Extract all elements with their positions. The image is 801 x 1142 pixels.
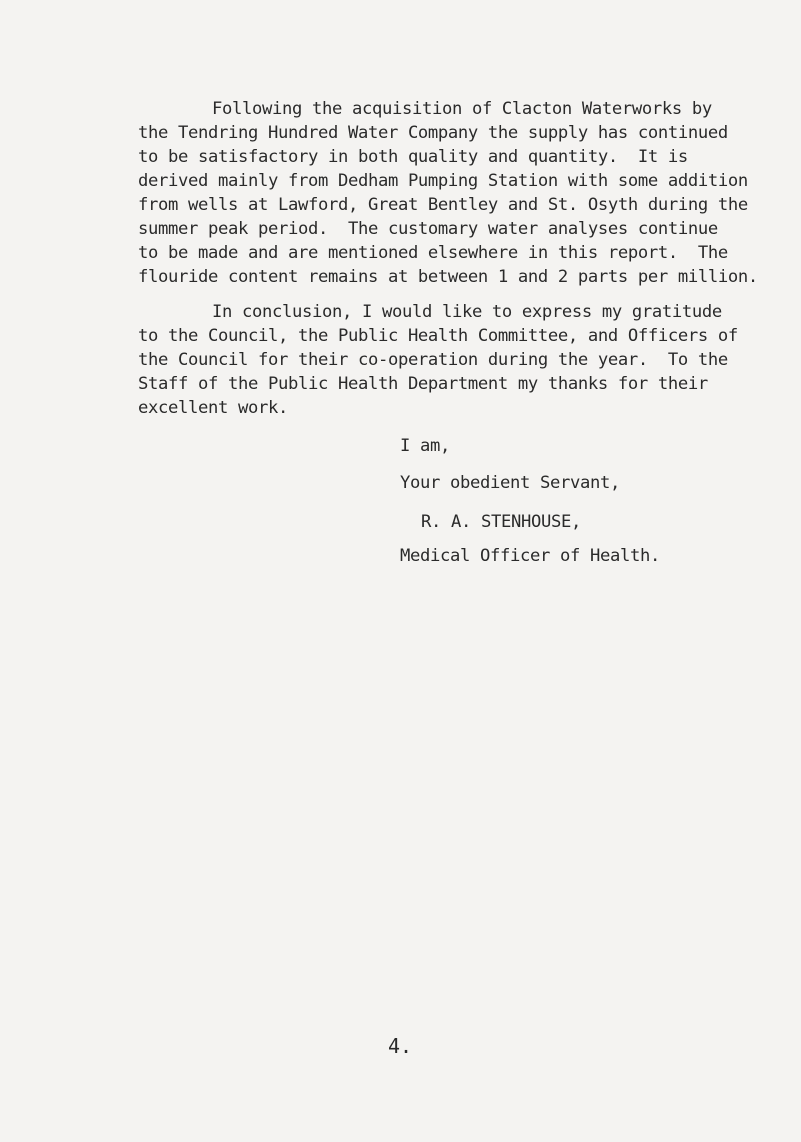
paragraph-line: to be made and are mentioned elsewhere in this report. The	[138, 243, 728, 263]
salutation: I am,	[400, 436, 450, 456]
paragraph-line: summer peak period. The customary water analyses continue	[138, 219, 718, 239]
paragraph-line: to the Council, the Public Health Committee, and Officers of	[138, 326, 738, 346]
signatory-title: Medical Officer of Health.	[400, 546, 660, 566]
paragraph-line: In conclusion, I would like to express my gratitude	[212, 302, 722, 322]
paragraph-line: from wells at Lawford, Great Bentley and St. Osyth during the	[138, 195, 748, 215]
paragraph-line: flouride content remains at between 1 and 2 parts per million.	[138, 267, 758, 287]
paragraph-line: derived mainly from Dedham Pumping Station with some addition	[138, 171, 748, 191]
signatory-name: R. A. STENHOUSE,	[421, 512, 581, 532]
paragraph-line: excellent work.	[138, 398, 288, 418]
paragraph-line: to be satisfactory in both quality and quantity. It is	[138, 147, 688, 167]
paragraph-line: the Tendring Hundred Water Company the supply has continued	[138, 123, 728, 143]
valediction: Your obedient Servant,	[400, 473, 620, 493]
paragraph-line: the Council for their co-operation during the year. To the	[138, 350, 728, 370]
page-number: 4.	[388, 1034, 413, 1058]
paragraph-line: Following the acquisition of Clacton Waterworks by	[212, 99, 712, 119]
paragraph-line: Staff of the Public Health Department my thanks for their	[138, 374, 708, 394]
